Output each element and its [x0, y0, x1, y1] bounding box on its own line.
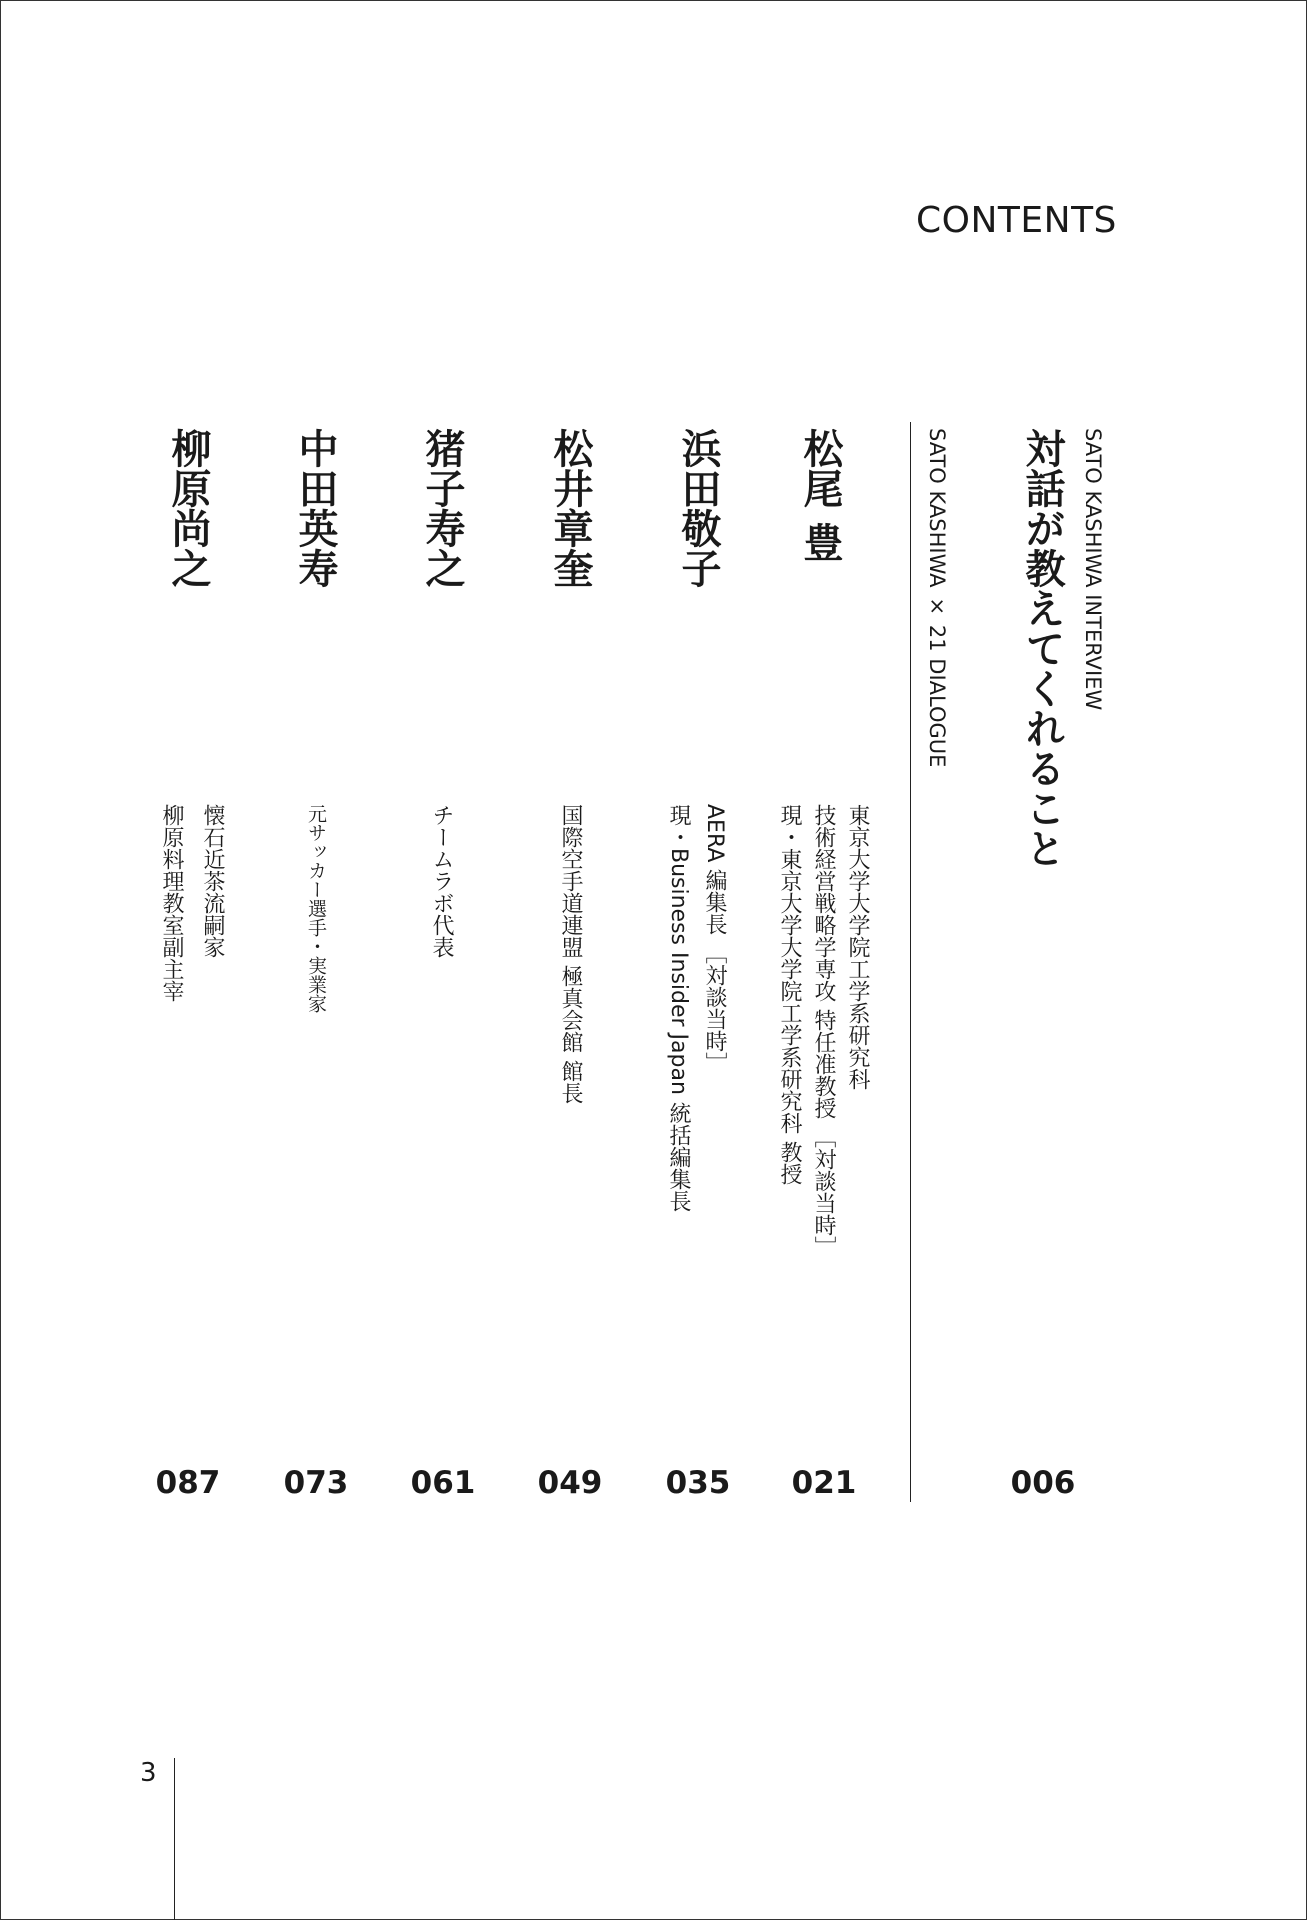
entry-affiliation: 国際空手道連盟 極真会館 館長	[558, 804, 583, 1104]
entry-affiliation: 柳原料理教室副主宰	[159, 804, 184, 1002]
page-number: 035	[665, 1465, 731, 1501]
folio: 3	[140, 1758, 157, 1788]
entry-affiliation: 現・東京大学大学院工学系研究科 教授	[777, 804, 802, 1185]
folio-rule	[174, 1758, 175, 1920]
entry-affiliation: AERA 編集長 ［対談当時］	[702, 804, 727, 1075]
interview-title: 対話が教えてくれること	[1019, 428, 1065, 868]
page-number: 061	[410, 1465, 476, 1501]
page-number-interview: 006	[1010, 1465, 1076, 1501]
section-divider	[910, 422, 911, 1502]
dialogue-label: SATO KASHIWA × 21 DIALOGUE	[925, 428, 949, 768]
page-number: 049	[537, 1465, 603, 1501]
entry-affiliation: 現・Business Insider Japan 統括編集長	[666, 804, 691, 1212]
entry-affiliation: 東京大学大学院工学系研究科	[845, 804, 870, 1090]
entry-affiliation: 元サッカー選手・実業家	[305, 804, 327, 1013]
entry-name: 松井章奎	[547, 428, 593, 588]
entry-name: 浜田敬子	[675, 428, 721, 588]
page-number: 073	[283, 1465, 349, 1501]
entry-name: 猪子寿之	[419, 428, 465, 588]
entry-affiliation: チームラボ代表	[429, 804, 454, 958]
entry-name: 柳原尚之	[165, 428, 211, 588]
entry-affiliation: 技術経営戦略学専攻 特任准教授 ［対談当時］	[811, 804, 836, 1258]
interview-kicker: SATO KASHIWA INTERVIEW	[1081, 428, 1105, 711]
entry-name: 中田英寿	[292, 428, 338, 588]
entry-affiliation: 懐石近茶流嗣家	[200, 804, 225, 958]
entry-name: 松尾 豊	[797, 428, 843, 562]
page-number: 021	[791, 1465, 857, 1501]
contents-heading: CONTENTS	[916, 200, 1117, 241]
page-number: 087	[155, 1465, 221, 1501]
